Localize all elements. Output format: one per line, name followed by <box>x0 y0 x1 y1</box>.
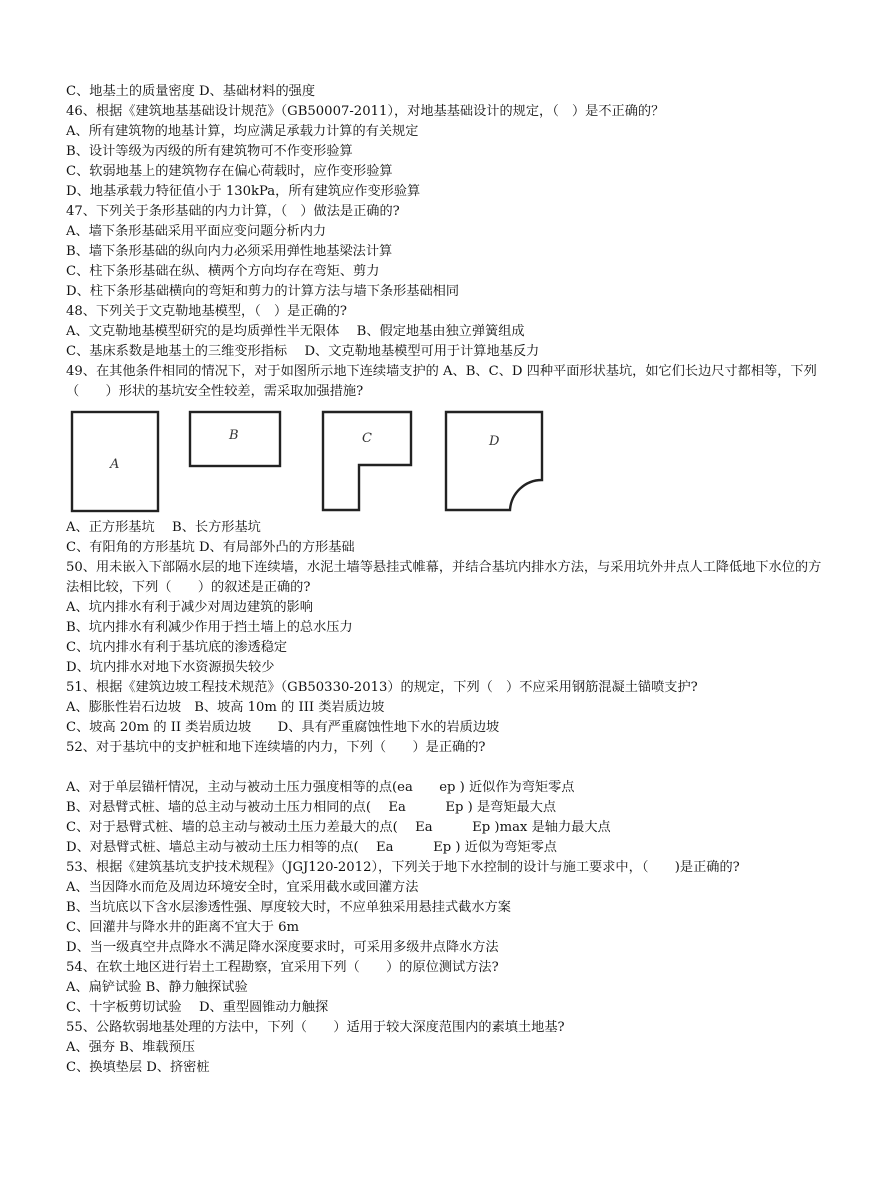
text-line: B、墙下条形基础的纵向内力必须采用弹性地基梁法计算 <box>66 244 393 259</box>
text-line: C、有阳角的方形基坑 D、有局部外凸的方形基础 <box>66 540 355 555</box>
shape-a-square <box>72 412 158 511</box>
text-line: C、回灌井与降水井的距离不宜大于 6m <box>66 920 299 935</box>
text-line: C、十字板剪切试验 D、重型圆锥动力触探 <box>66 1000 329 1015</box>
question-47: 47、下列关于条形基础的内力计算，（ ）做法是正确的? <box>66 204 400 219</box>
question-54: 54、在软土地区进行岩土工程勘察，宜采用下列（ ）的原位测试方法? <box>66 960 499 975</box>
text-line: C、柱下条形基础在纵、横两个方向均存在弯矩、剪力 <box>66 264 380 279</box>
block-q49-options <box>66 518 826 558</box>
text-line: B、坑内排水有利减少作用于挡土墙上的总水压力 <box>66 620 353 635</box>
text-line: D、地基承载力特征值小于 130kPa，所有建筑应作变形验算 <box>66 184 421 199</box>
question-53: 53、根据《建筑基坑支护技术规程》（JGJ120-2012），下列关于地下水控制的设计与施工要求中，（ )是正确的? <box>66 860 740 875</box>
shape-b-rectangle <box>190 412 280 466</box>
question-46: 46、根据《建筑地基基础设计规范》（GB50007-2011），对地基基础设计的规定，（ ）是不正确的？ <box>66 104 665 119</box>
question-48: 48、下列关于文克勒地基模型，（ ）是正确的? <box>66 304 347 319</box>
exam-page <box>66 82 826 1078</box>
text-line: B、设计等级为丙级的所有建筑物可不作变形验算 <box>66 144 353 159</box>
text-line: B、当坑底以下含水层渗透性强、厚度较大时，不应单独采用悬挂式截水方案 <box>66 900 511 915</box>
shape-label-d: D <box>489 434 500 449</box>
shape-d-notched-square <box>446 412 542 510</box>
block-q53-55 <box>66 878 826 1078</box>
text-line: A、所有建筑物的地基计算，均应满足承载力计算的有关规定 <box>66 124 419 139</box>
text-line: A、墙下条形基础采用平面应变问题分析内力 <box>66 224 327 239</box>
text-line: D、柱下条形基础横向的弯矩和剪力的计算方法与墙下条形基础相同 <box>66 284 460 299</box>
pit-shapes-figure <box>66 405 826 517</box>
text-line: D、坑内排水对地下水资源损失较少 <box>66 660 275 675</box>
text-line: A、文克勒地基模型研究的是均质弹性半无限体 B、假定地基由独立弹簧组成 <box>66 324 525 339</box>
shape-label-c: C <box>362 431 372 446</box>
question-50: 50、用未嵌入下部隔水层的地下连续墙，水泥土墙等悬挂式帷幕，并结合基坑内排水方法，与采用坑外井点人工降低地下水位的方法相比较，下列（ ）的叙述是正确的? <box>66 560 822 595</box>
text-line: A、对于单层锚杆情况，主动与被动土压力强度相等的点(ea ep ) 近似作为弯矩零点 <box>66 780 575 795</box>
text-line: C、基床系数是地基土的三维变形指标 D、文克勒地基模型可用于计算地基反力 <box>66 344 540 359</box>
text-line: C、坑内排水有利于基坑底的渗透稳定 <box>66 640 288 655</box>
text-line: D、当一级真空井点降水不满足降水深度要求时，可采用多级井点降水方法 <box>66 940 499 955</box>
text-line: C、换填垫层 D、挤密桩 <box>66 1060 210 1075</box>
text-line: D、对悬臂式桩、墙总主动与被动土压力相等的点( Ea Ep ) 近似为弯矩零点 <box>66 840 557 855</box>
text-line: A、当因降水而危及周边环境安全时，宜采用截水或回灌方法 <box>66 880 419 895</box>
block-q45-48 <box>66 82 826 362</box>
text-line: A、正方形基坑 B、长方形基坑 <box>66 520 261 535</box>
blank-line <box>66 758 826 778</box>
question-52: 52、对于基坑中的支护桩和地下连续墙的内力，下列（ ）是正确的? <box>66 740 486 755</box>
pit-shapes-svg <box>66 405 566 517</box>
text-line: A、膨胀性岩石边坡 B、坡高 10m 的 III 类岩质边坡 <box>66 700 385 715</box>
text-line: B、对悬臂式桩、墙的总主动与被动土压力相同的点( Ea Ep ) 是弯矩最大点 <box>66 800 557 815</box>
text-line: A、扁铲试验 B、静力触探试验 <box>66 980 248 995</box>
shape-c-l-shape <box>323 412 411 510</box>
shape-label-b: B <box>229 428 239 443</box>
text-line: C、坡高 20m 的 II 类岩质边坡 D、具有严重腐蚀性地下水的岩质边坡 <box>66 720 500 735</box>
block-q50-52 <box>66 598 826 758</box>
question-55: 55、公路软弱地基处理的方法中，下列（ ）适用于较大深度范围内的素填土地基? <box>66 1020 565 1035</box>
question-49: 49、在其他条件相同的情况下，对于如图所示地下连续墙支护的 A、B、C、D 四种平面形状基坑，如它们长边尺寸都相等，下列（ ）形状的基坑安全性较差，需采取加强措施? <box>66 364 817 399</box>
text-line: C、对于悬臂式桩、墙的总主动与被动土压力差最大的点( Ea Ep )max 是轴力最大点 <box>66 820 611 835</box>
text-line: C、软弱地基上的建筑物存在偏心荷载时，应作变形验算 <box>66 164 393 179</box>
shape-label-a: A <box>110 457 120 472</box>
question-51: 51、根据《建筑边坡工程技术规范》（GB50330-2013）的规定，下列（ ）不应采用钢筋混凝土锚喷支护? <box>66 680 698 695</box>
text-line: A、强夯 B、堆载预压 <box>66 1040 195 1055</box>
block-q52-options <box>66 778 826 858</box>
text-line: A、坑内排水有利于减少对周边建筑的影响 <box>66 600 313 615</box>
text-line: C、地基土的质量密度 D、基础材料的强度 <box>66 84 316 99</box>
